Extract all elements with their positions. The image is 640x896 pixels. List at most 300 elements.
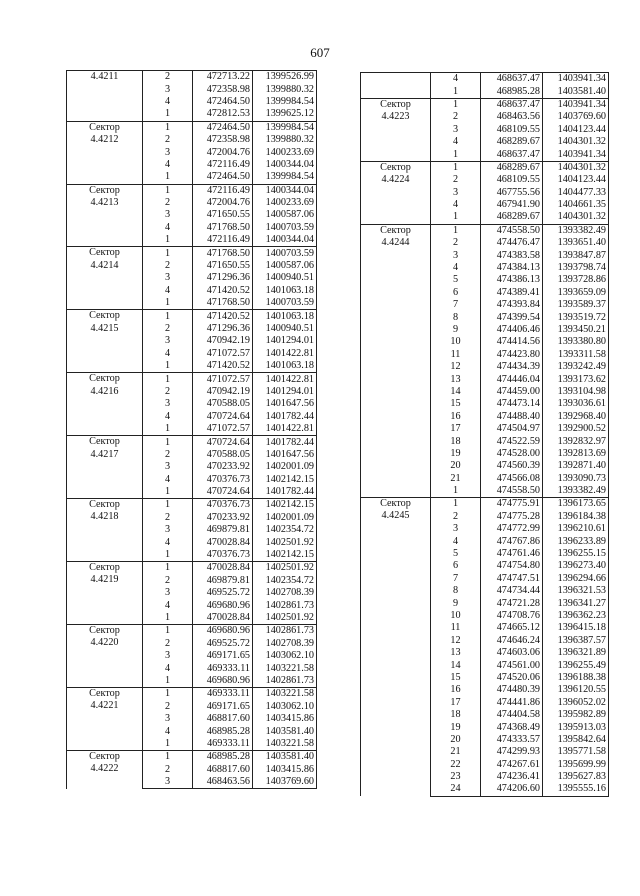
- point-number: 1: [431, 224, 481, 237]
- y-coordinate: 1401294.01: [253, 335, 317, 347]
- y-coordinate: 1393382.49: [543, 224, 609, 237]
- sector-number: 4.4213: [90, 196, 119, 208]
- table-row: [67, 436, 317, 449]
- x-coordinate: 469879.81: [193, 575, 253, 587]
- x-coordinate: 468985.28: [193, 751, 253, 764]
- point-number: 14: [431, 659, 481, 671]
- sector-label: [361, 73, 431, 99]
- point-number: 16: [431, 684, 481, 696]
- x-coordinate: 474665.12: [481, 622, 543, 634]
- point-number: 17: [431, 697, 481, 709]
- point-number: 1: [143, 108, 193, 121]
- x-coordinate: 470028.84: [193, 536, 253, 548]
- y-coordinate: 1393659.09: [543, 287, 609, 299]
- point-number: 4: [143, 536, 193, 548]
- point-number: 17: [431, 423, 481, 435]
- x-coordinate: 474775.91: [481, 498, 543, 511]
- sector-word: Сектор: [380, 498, 411, 510]
- table-row: [67, 71, 317, 84]
- sector-word: Сектор: [89, 373, 120, 385]
- y-coordinate: 1393104.98: [543, 386, 609, 398]
- y-coordinate: 1395982.89: [543, 709, 609, 721]
- point-number: 24: [431, 783, 481, 796]
- y-coordinate: 1392813.69: [543, 448, 609, 460]
- table-row: [361, 73, 609, 86]
- x-coordinate: 472116.49: [193, 184, 253, 197]
- sector-word: Сектор: [89, 310, 120, 322]
- x-coordinate: 470376.73: [193, 499, 253, 512]
- sector-label: [67, 688, 143, 751]
- point-number: 11: [431, 349, 481, 361]
- point-number: 1: [143, 562, 193, 575]
- sector-number: 4.4217: [90, 448, 119, 460]
- x-coordinate: 474775.28: [481, 511, 543, 523]
- y-coordinate: 1400940.51: [253, 323, 317, 335]
- x-coordinate: 472004.76: [193, 197, 253, 209]
- y-coordinate: 1399625.12: [253, 108, 317, 121]
- sector-word: Сектор: [380, 161, 411, 173]
- x-coordinate: 474368.49: [481, 721, 543, 733]
- point-number: 3: [143, 146, 193, 158]
- x-coordinate: 469171.65: [193, 650, 253, 662]
- y-coordinate: 1393589.37: [543, 299, 609, 311]
- point-number: 1: [143, 612, 193, 625]
- x-coordinate: 472358.98: [193, 83, 253, 95]
- point-number: 2: [143, 323, 193, 335]
- point-number: 1: [143, 499, 193, 512]
- y-coordinate: 1401294.01: [253, 386, 317, 398]
- y-coordinate: 1395699.99: [543, 758, 609, 770]
- y-coordinate: 1396210.61: [543, 523, 609, 535]
- x-coordinate: 470724.64: [193, 411, 253, 423]
- point-number: 1: [143, 675, 193, 688]
- y-coordinate: 1402142.15: [253, 474, 317, 486]
- x-coordinate: 472464.50: [193, 96, 253, 108]
- x-coordinate: 474386.13: [481, 274, 543, 286]
- x-coordinate: 469680.96: [193, 675, 253, 688]
- x-coordinate: 468289.67: [481, 161, 543, 174]
- point-number: 2: [143, 575, 193, 587]
- x-coordinate: 470724.64: [193, 486, 253, 499]
- y-coordinate: 1401063.18: [253, 285, 317, 297]
- y-coordinate: 1402001.09: [253, 461, 317, 473]
- y-coordinate: 1392871.40: [543, 460, 609, 472]
- point-number: 1: [143, 234, 193, 247]
- point-number: 20: [431, 734, 481, 746]
- x-coordinate: 474333.57: [481, 734, 543, 746]
- sector-word: Сектор: [380, 224, 411, 236]
- x-coordinate: 472004.76: [193, 146, 253, 158]
- point-number: 18: [431, 709, 481, 721]
- y-coordinate: 1393519.72: [543, 311, 609, 323]
- y-coordinate: 1402861.73: [253, 625, 317, 638]
- point-number: 12: [431, 361, 481, 373]
- point-number: 3: [143, 398, 193, 410]
- point-number: 5: [431, 274, 481, 286]
- sector-label: [361, 98, 431, 161]
- y-coordinate: 1403221.58: [253, 738, 317, 751]
- point-number: 1: [431, 161, 481, 174]
- y-coordinate: 1396341.27: [543, 597, 609, 609]
- y-coordinate: 1403581.40: [253, 751, 317, 764]
- x-coordinate: 474423.80: [481, 349, 543, 361]
- y-coordinate: 1399984.54: [253, 96, 317, 108]
- point-number: 8: [431, 311, 481, 323]
- y-coordinate: 1400703.59: [253, 222, 317, 234]
- sector-word: Сектор: [380, 98, 411, 110]
- x-coordinate: 468109.55: [481, 124, 543, 136]
- point-number: 1: [431, 148, 481, 161]
- x-coordinate: 472812.53: [193, 108, 253, 121]
- sector-word: Сектор: [89, 184, 120, 196]
- sector-label: [67, 562, 143, 625]
- x-coordinate: 469879.81: [193, 524, 253, 536]
- point-number: 1: [143, 247, 193, 260]
- sector-label: [67, 751, 143, 789]
- y-coordinate: 1400344.04: [253, 234, 317, 247]
- x-coordinate: 472116.49: [193, 159, 253, 171]
- y-coordinate: 1400587.06: [253, 260, 317, 272]
- y-coordinate: 1401782.44: [253, 486, 317, 499]
- point-number: 4: [143, 222, 193, 234]
- y-coordinate: 1402861.73: [253, 599, 317, 611]
- point-number: 1: [143, 121, 193, 134]
- y-coordinate: 1396188.38: [543, 672, 609, 684]
- point-number: 14: [431, 386, 481, 398]
- point-number: 8: [431, 585, 481, 597]
- sector-number: 4.4245: [381, 510, 410, 522]
- sector-number: 4.4244: [381, 236, 410, 248]
- x-coordinate: 471072.57: [193, 423, 253, 436]
- point-number: 3: [431, 124, 481, 136]
- sector-number: 4.4224: [381, 173, 410, 185]
- sector-label: [67, 310, 143, 373]
- x-coordinate: 474473.14: [481, 398, 543, 410]
- point-number: 2: [431, 237, 481, 249]
- x-coordinate: 474708.76: [481, 610, 543, 622]
- y-coordinate: 1392832.97: [543, 435, 609, 447]
- x-coordinate: 474560.39: [481, 460, 543, 472]
- x-coordinate: 474434.39: [481, 361, 543, 373]
- y-coordinate: 1404661.35: [543, 199, 609, 211]
- y-coordinate: 1393728.86: [543, 274, 609, 286]
- point-number: 2: [143, 134, 193, 146]
- x-coordinate: 470028.84: [193, 562, 253, 575]
- sector-number: 4.4223: [381, 110, 410, 122]
- point-number: 1: [143, 625, 193, 638]
- point-number: 2: [143, 449, 193, 461]
- y-coordinate: 1401422.81: [253, 348, 317, 360]
- point-number: 3: [143, 272, 193, 284]
- point-number: 2: [143, 763, 193, 775]
- table-row: [67, 184, 317, 197]
- y-coordinate: 1404123.44: [543, 124, 609, 136]
- sector-label: [361, 161, 431, 224]
- point-number: 10: [431, 610, 481, 622]
- x-coordinate: 474603.06: [481, 647, 543, 659]
- point-number: 1: [143, 171, 193, 184]
- y-coordinate: 1400940.51: [253, 272, 317, 284]
- y-coordinate: 1400703.59: [253, 297, 317, 310]
- x-coordinate: 469333.11: [193, 688, 253, 701]
- x-coordinate: 470233.92: [193, 512, 253, 524]
- x-coordinate: 468289.67: [481, 211, 543, 224]
- sector-word: Сектор: [89, 562, 120, 574]
- x-coordinate: 468985.28: [481, 85, 543, 98]
- x-coordinate: 474566.08: [481, 473, 543, 485]
- point-number: 2: [143, 197, 193, 209]
- x-coordinate: 470028.84: [193, 612, 253, 625]
- x-coordinate: 474383.58: [481, 249, 543, 261]
- x-coordinate: 471296.36: [193, 323, 253, 335]
- point-number: 4: [143, 411, 193, 423]
- sector-number: 4.4221: [90, 700, 119, 712]
- x-coordinate: 469680.96: [193, 599, 253, 611]
- point-number: 15: [431, 398, 481, 410]
- point-number: 2: [143, 260, 193, 272]
- x-coordinate: 470233.92: [193, 461, 253, 473]
- y-coordinate: 1395913.03: [543, 721, 609, 733]
- point-number: 4: [431, 535, 481, 547]
- point-number: 1: [143, 549, 193, 562]
- y-coordinate: 1403581.40: [253, 725, 317, 737]
- y-coordinate: 1403941.34: [543, 98, 609, 111]
- x-coordinate: 471650.55: [193, 260, 253, 272]
- y-coordinate: 1393380.80: [543, 336, 609, 348]
- y-coordinate: 1396255.15: [543, 548, 609, 560]
- x-coordinate: 470942.19: [193, 335, 253, 347]
- sector-label: [67, 71, 143, 122]
- x-coordinate: 474414.56: [481, 336, 543, 348]
- y-coordinate: 1399880.32: [253, 83, 317, 95]
- point-number: 4: [143, 96, 193, 108]
- sector-number: 4.4218: [90, 511, 119, 523]
- y-coordinate: 1403769.60: [253, 776, 317, 789]
- x-coordinate: 472464.50: [193, 121, 253, 134]
- x-coordinate: 469333.11: [193, 738, 253, 751]
- x-coordinate: 474558.50: [481, 485, 543, 498]
- x-coordinate: 469171.65: [193, 701, 253, 713]
- y-coordinate: 1393651.40: [543, 237, 609, 249]
- x-coordinate: 468463.56: [481, 111, 543, 123]
- table-row: [361, 224, 609, 237]
- point-number: 2: [431, 511, 481, 523]
- x-coordinate: 474488.40: [481, 411, 543, 423]
- y-coordinate: 1395627.83: [543, 771, 609, 783]
- x-coordinate: 474399.54: [481, 311, 543, 323]
- x-coordinate: 470588.05: [193, 398, 253, 410]
- y-coordinate: 1396173.65: [543, 498, 609, 511]
- table-row: [67, 499, 317, 512]
- x-coordinate: 474754.80: [481, 560, 543, 572]
- point-number: 2: [143, 386, 193, 398]
- x-coordinate: 471768.50: [193, 297, 253, 310]
- table-row: [361, 498, 609, 511]
- sector-word: Сектор: [89, 688, 120, 700]
- y-coordinate: 1393036.61: [543, 398, 609, 410]
- x-coordinate: 474734.44: [481, 585, 543, 597]
- point-number: 1: [143, 423, 193, 436]
- point-number: 11: [431, 622, 481, 634]
- y-coordinate: 1402708.39: [253, 587, 317, 599]
- y-coordinate: 1401647.56: [253, 449, 317, 461]
- x-coordinate: 471420.52: [193, 360, 253, 373]
- point-number: 4: [143, 662, 193, 674]
- x-coordinate: 474646.24: [481, 635, 543, 647]
- y-coordinate: 1400233.69: [253, 197, 317, 209]
- table-row: [67, 121, 317, 134]
- y-coordinate: 1396273.40: [543, 560, 609, 572]
- point-number: 3: [431, 523, 481, 535]
- y-coordinate: 1393090.73: [543, 473, 609, 485]
- x-coordinate: 468289.67: [481, 136, 543, 148]
- x-coordinate: 474441.86: [481, 697, 543, 709]
- point-number: 6: [431, 287, 481, 299]
- x-coordinate: 471420.52: [193, 310, 253, 323]
- point-number: 15: [431, 672, 481, 684]
- y-coordinate: 1402354.72: [253, 575, 317, 587]
- point-number: 1: [143, 373, 193, 386]
- sector-label: [361, 224, 431, 498]
- y-coordinate: 1395771.58: [543, 746, 609, 758]
- x-coordinate: 470724.64: [193, 436, 253, 449]
- point-number: 1: [143, 738, 193, 751]
- x-coordinate: 469333.11: [193, 662, 253, 674]
- y-coordinate: 1396321.89: [543, 647, 609, 659]
- y-coordinate: 1401063.18: [253, 310, 317, 323]
- x-coordinate: 474459.00: [481, 386, 543, 398]
- y-coordinate: 1404123.44: [543, 174, 609, 186]
- point-number: 3: [143, 335, 193, 347]
- sector-label: [67, 121, 143, 184]
- point-number: 9: [431, 324, 481, 336]
- x-coordinate: 474406.46: [481, 324, 543, 336]
- x-coordinate: 472116.49: [193, 234, 253, 247]
- sector-number: 4.4211: [90, 71, 119, 82]
- sector-word: Сектор: [89, 247, 120, 259]
- point-number: 21: [431, 746, 481, 758]
- y-coordinate: 1395842.64: [543, 734, 609, 746]
- point-number: 7: [431, 299, 481, 311]
- point-number: 3: [143, 587, 193, 599]
- point-number: 18: [431, 435, 481, 447]
- point-number: 4: [431, 73, 481, 86]
- point-number: 1: [143, 184, 193, 197]
- coordinate-table-right: [360, 72, 609, 797]
- sector-label: [67, 247, 143, 310]
- point-number: 13: [431, 373, 481, 385]
- point-number: 3: [143, 650, 193, 662]
- point-number: 12: [431, 635, 481, 647]
- y-coordinate: 1402501.92: [253, 562, 317, 575]
- y-coordinate: 1396415.18: [543, 622, 609, 634]
- y-coordinate: 1393242.49: [543, 361, 609, 373]
- x-coordinate: 474747.51: [481, 573, 543, 585]
- point-number: 5: [431, 548, 481, 560]
- x-coordinate: 472713.22: [193, 71, 253, 84]
- x-coordinate: 474446.04: [481, 373, 543, 385]
- y-coordinate: 1404301.32: [543, 211, 609, 224]
- coordinate-table-left: [66, 70, 317, 789]
- table-row: [67, 688, 317, 701]
- x-coordinate: 474480.39: [481, 684, 543, 696]
- point-number: 1: [431, 485, 481, 498]
- x-coordinate: 468109.55: [481, 174, 543, 186]
- x-coordinate: 474772.99: [481, 523, 543, 535]
- point-number: 1: [143, 310, 193, 323]
- point-number: 4: [143, 599, 193, 611]
- table-row: [361, 98, 609, 111]
- x-coordinate: 474299.93: [481, 746, 543, 758]
- point-number: 22: [431, 758, 481, 770]
- y-coordinate: 1402142.15: [253, 499, 317, 512]
- y-coordinate: 1402501.92: [253, 536, 317, 548]
- y-coordinate: 1403941.34: [543, 73, 609, 86]
- point-number: 1: [143, 297, 193, 310]
- x-coordinate: 472358.98: [193, 134, 253, 146]
- x-coordinate: 468463.56: [193, 776, 253, 789]
- y-coordinate: 1403062.10: [253, 701, 317, 713]
- x-coordinate: 474393.84: [481, 299, 543, 311]
- x-coordinate: 474522.59: [481, 435, 543, 447]
- y-coordinate: 1400344.04: [253, 159, 317, 171]
- point-number: 19: [431, 448, 481, 460]
- table-row: [67, 310, 317, 323]
- point-number: 13: [431, 647, 481, 659]
- point-number: 2: [431, 111, 481, 123]
- x-coordinate: 474520.06: [481, 672, 543, 684]
- point-number: 1: [431, 498, 481, 511]
- point-number: 3: [143, 461, 193, 473]
- y-coordinate: 1404477.33: [543, 187, 609, 199]
- x-coordinate: 469680.96: [193, 625, 253, 638]
- point-number: 19: [431, 721, 481, 733]
- y-coordinate: 1393311.58: [543, 349, 609, 361]
- point-number: 1: [143, 360, 193, 373]
- x-coordinate: 467755.56: [481, 187, 543, 199]
- sector-word: Сектор: [89, 499, 120, 511]
- sector-number: 4.4216: [90, 385, 119, 397]
- y-coordinate: 1403415.86: [253, 763, 317, 775]
- sector-label: [67, 499, 143, 562]
- point-number: 4: [431, 136, 481, 148]
- table-row: [67, 625, 317, 638]
- x-coordinate: 472464.50: [193, 171, 253, 184]
- x-coordinate: 474721.28: [481, 597, 543, 609]
- point-number: 1: [143, 751, 193, 764]
- table-row: [67, 562, 317, 575]
- y-coordinate: 1392968.40: [543, 411, 609, 423]
- point-number: 4: [431, 262, 481, 274]
- x-coordinate: 471420.52: [193, 285, 253, 297]
- table-row: [361, 161, 609, 174]
- x-coordinate: 468637.47: [481, 73, 543, 86]
- point-number: 7: [431, 573, 481, 585]
- y-coordinate: 1402708.39: [253, 638, 317, 650]
- x-coordinate: 470376.73: [193, 549, 253, 562]
- y-coordinate: 1404301.32: [543, 161, 609, 174]
- y-coordinate: 1396255.49: [543, 659, 609, 671]
- y-coordinate: 1402501.92: [253, 612, 317, 625]
- y-coordinate: 1396184.38: [543, 511, 609, 523]
- x-coordinate: 474389.41: [481, 287, 543, 299]
- point-number: 6: [431, 560, 481, 572]
- point-number: 16: [431, 411, 481, 423]
- y-coordinate: 1399526.99: [253, 71, 317, 84]
- point-number: 3: [143, 776, 193, 789]
- x-coordinate: 474206.60: [481, 783, 543, 796]
- sector-label: [67, 184, 143, 247]
